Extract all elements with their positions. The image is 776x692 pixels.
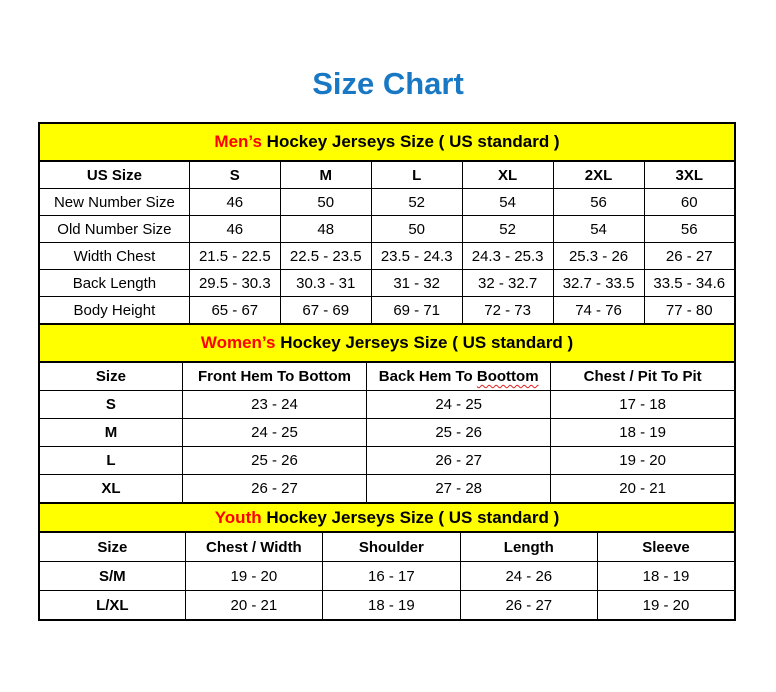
column-header: XL	[462, 161, 553, 189]
table-row	[39, 591, 735, 621]
table-cell: 25 - 26	[367, 419, 551, 447]
table-cell: 30.3 - 31	[280, 270, 371, 297]
table-row	[39, 243, 735, 270]
table-cell: 26 - 27	[367, 447, 551, 475]
womens-band-rest: Hockey Jerseys Size ( US standard )	[275, 333, 574, 352]
column-header: L	[371, 161, 462, 189]
mens-band-row	[39, 123, 735, 161]
table-cell: 74 - 76	[553, 297, 644, 325]
womens-table-title	[39, 324, 735, 362]
youth-band-highlight: Youth	[214, 507, 262, 527]
table-cell: 65 - 67	[189, 297, 280, 325]
mens-band-highlight: Men’s	[214, 132, 262, 151]
column-header: S	[189, 161, 280, 189]
mens-table-title	[39, 123, 735, 161]
misspelled-word-squiggle: Boottom	[476, 368, 539, 385]
table-row	[39, 216, 735, 243]
row-label: Width Chest	[39, 243, 189, 270]
table-row	[39, 189, 735, 216]
row-label: New Number Size	[39, 189, 189, 216]
column-header: Shoulder	[323, 532, 460, 562]
row-label: S	[39, 391, 182, 419]
table-cell: 69 - 71	[371, 297, 462, 325]
column-header: Length	[460, 532, 597, 562]
table-cell: 46	[189, 189, 280, 216]
table-cell: 26 - 27	[182, 475, 366, 504]
column-header: US Size	[39, 161, 189, 189]
column-header: Chest / Pit To Pit	[551, 362, 735, 391]
table-cell: 56	[553, 189, 644, 216]
table-cell: 26 - 27	[460, 591, 597, 621]
table-cell: 27 - 28	[367, 475, 551, 504]
table-row	[39, 270, 735, 297]
youth-table-title	[39, 503, 735, 532]
table-cell: 25 - 26	[182, 447, 366, 475]
table-cell: 19 - 20	[551, 447, 735, 475]
column-header: Size	[39, 532, 185, 562]
size-tables	[38, 122, 736, 621]
mens-band-rest: Hockey Jerseys Size ( US standard )	[261, 132, 560, 151]
table-cell: 19 - 20	[598, 591, 735, 621]
row-label: M	[39, 419, 182, 447]
page-title: Size Chart	[312, 66, 464, 101]
table-row	[39, 391, 735, 419]
table-cell: 26 - 27	[644, 243, 735, 270]
row-label: L	[39, 447, 182, 475]
youth-header-row	[39, 532, 735, 562]
table-cell: 32 - 32.7	[462, 270, 553, 297]
table-cell: 18 - 19	[323, 591, 460, 621]
table-cell: 52	[462, 216, 553, 243]
row-label: Back Length	[39, 270, 189, 297]
table-row	[39, 297, 735, 325]
table-cell: 77 - 80	[644, 297, 735, 325]
mens-header-row	[39, 161, 735, 189]
table-cell: 24 - 25	[182, 419, 366, 447]
table-cell: 24 - 25	[367, 391, 551, 419]
table-cell: 25.3 - 26	[553, 243, 644, 270]
column-header: Chest / Width	[185, 532, 322, 562]
row-label: XL	[39, 475, 182, 504]
table-row	[39, 475, 735, 504]
table-cell: 54	[462, 189, 553, 216]
table-cell: 50	[371, 216, 462, 243]
table-cell: 17 - 18	[551, 391, 735, 419]
table-cell: 24 - 26	[460, 562, 597, 591]
row-label: Old Number Size	[39, 216, 189, 243]
table-row	[39, 419, 735, 447]
column-header	[367, 362, 551, 391]
row-label: Body Height	[39, 297, 189, 325]
mens-size-table	[38, 122, 736, 325]
table-cell: 32.7 - 33.5	[553, 270, 644, 297]
youth-band-rest: Hockey Jerseys Size ( US standard )	[261, 507, 560, 527]
table-cell: 18 - 19	[551, 419, 735, 447]
womens-size-table	[38, 323, 736, 504]
column-header: Size	[39, 362, 182, 391]
table-cell: 56	[644, 216, 735, 243]
womens-band-highlight: Women’s	[200, 333, 276, 352]
table-cell: 50	[280, 189, 371, 216]
table-cell: 46	[189, 216, 280, 243]
table-cell: 24.3 - 25.3	[462, 243, 553, 270]
womens-band-row	[39, 324, 735, 362]
table-cell: 20 - 21	[551, 475, 735, 504]
table-cell: 54	[553, 216, 644, 243]
column-header: Sleeve	[598, 532, 735, 562]
table-row	[39, 447, 735, 475]
womens-header-row	[39, 362, 735, 391]
row-label: S/M	[39, 562, 185, 591]
table-cell: 67 - 69	[280, 297, 371, 325]
table-cell: 60	[644, 189, 735, 216]
table-cell: 52	[371, 189, 462, 216]
table-cell: 23 - 24	[182, 391, 366, 419]
table-cell: 23.5 - 24.3	[371, 243, 462, 270]
youth-band-row	[39, 503, 735, 532]
table-cell: 21.5 - 22.5	[189, 243, 280, 270]
table-cell: 33.5 - 34.6	[644, 270, 735, 297]
table-cell: 18 - 19	[598, 562, 735, 591]
table-cell: 72 - 73	[462, 297, 553, 325]
table-cell: 29.5 - 30.3	[189, 270, 280, 297]
row-label: L/XL	[39, 591, 185, 621]
column-header: 2XL	[553, 161, 644, 189]
table-row	[39, 562, 735, 591]
column-header: 3XL	[644, 161, 735, 189]
table-cell: 16 - 17	[323, 562, 460, 591]
table-cell: 31 - 32	[371, 270, 462, 297]
table-cell: 48	[280, 216, 371, 243]
table-cell: 19 - 20	[185, 562, 322, 591]
youth-size-table	[38, 502, 736, 621]
table-cell: 20 - 21	[185, 591, 322, 621]
back-hem-prefix: Back Hem To	[378, 368, 477, 385]
column-header: M	[280, 161, 371, 189]
table-cell: 22.5 - 23.5	[280, 243, 371, 270]
column-header: Front Hem To Bottom	[182, 362, 366, 391]
